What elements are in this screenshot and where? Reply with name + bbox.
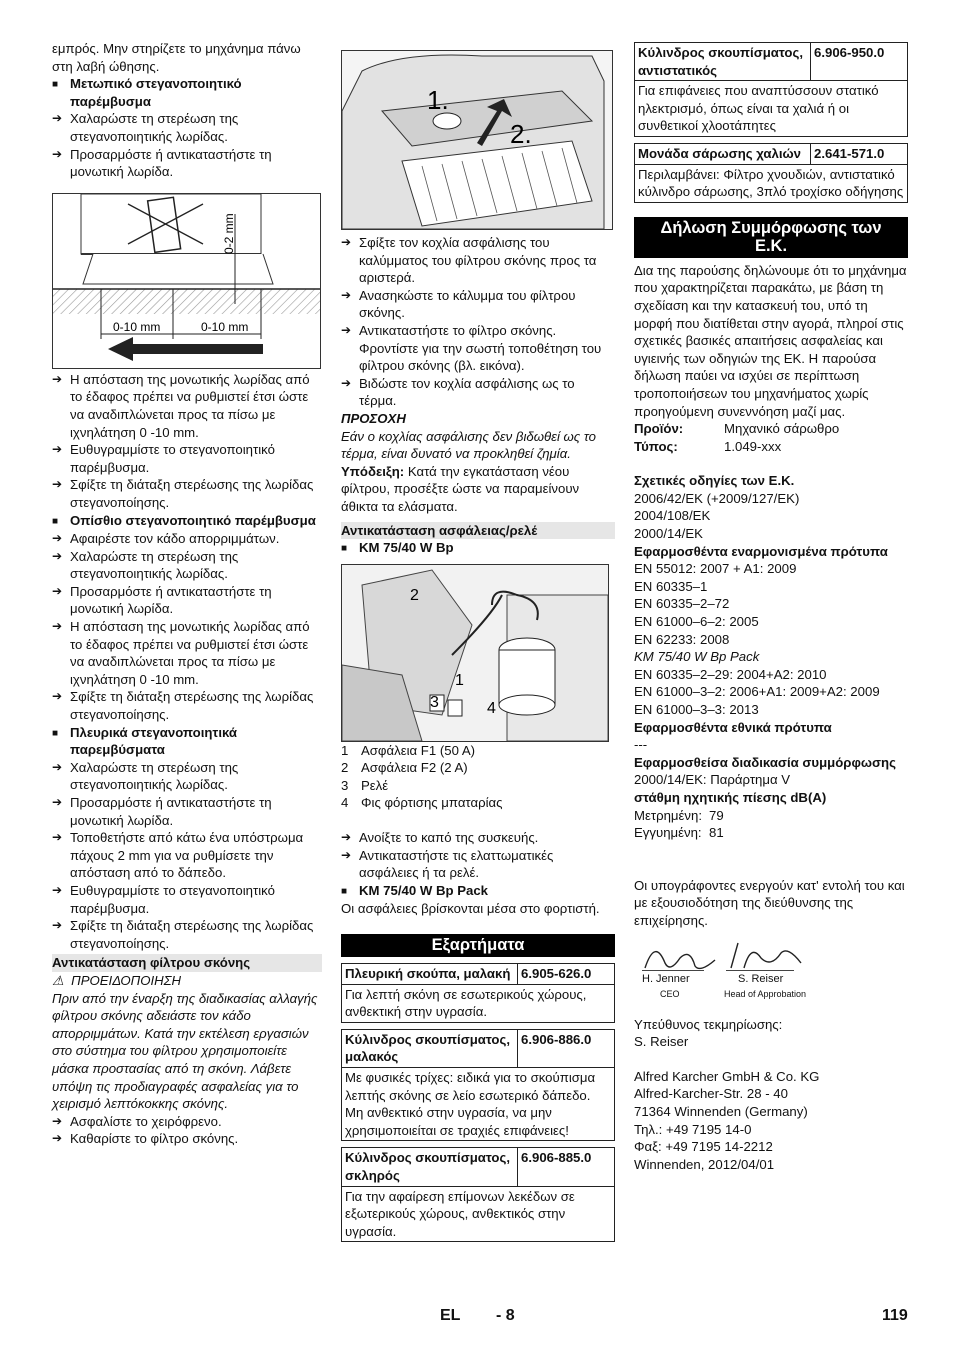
- address-line: Alfred-Karcher-Str. 28 - 40: [634, 1086, 788, 1102]
- directives-heading: Σχετικές οδηγίες των Ε.Κ.: [634, 473, 795, 489]
- square-bullet-icon: ■: [341, 543, 348, 555]
- arrow-right-icon: ➔: [52, 882, 63, 897]
- step: ➔ Η απόσταση της μονωτικής λωρίδας από το έδαφος πρέπει να ρυθμιστεί έτσι ώστε να αναδιπλώνεται προς τα πίσω με ιχνηλάτηση 0 -10 mm.: [52, 619, 310, 687]
- address-line: Φαξ: +49 7195 14-2212: [634, 1139, 773, 1155]
- model-pack-heading: ■ KM 75/40 W Bp Pack: [341, 882, 615, 901]
- step: ➔ Προσαρμόστε ή αντικαταστήστε τη μονωτική λωρίδα.: [52, 583, 272, 617]
- product-row: Προϊόν: Μηχανικό σάρωθρο: [634, 421, 840, 437]
- standard-item: EN 62233: 2008: [634, 631, 730, 647]
- seal-gap-figure: [52, 193, 321, 369]
- signatories-text: Οι υπογράφοντες ενεργούν κατ' εντολή του και με εξουσιοδότηση της διεύθυνσης της επιχείρησης.: [634, 877, 905, 928]
- arrow-right-icon: ➔: [52, 795, 63, 809]
- accessory-table: [341, 1147, 615, 1242]
- callout-2: 2: [410, 586, 419, 604]
- sig2-role: Head of Approbation: [724, 988, 807, 999]
- footer-local-page: - 8: [496, 1307, 515, 1324]
- arrow-right-icon: ➔: [52, 619, 63, 634]
- declaration-text: Δια της παρούσης δηλώνουμε ότι το μηχάνημα που χαρακτηρίζεται παρακάτω, με βάση τη σχεδίαση και την κατασκευή του, υπό τη μορφή που διατίθεται στην αγορά, πληροί στις σχετικές βασικές απαιτήσεις ασφαλείας και υγιεινής των οδηγιών της ΕΚ. Η παρούσα δήλωση παύει να ισχύει σε περίπτωση τροποποιήσεων του μηχανήματος χωρίς προηγούμενη συνεννόηση μαζί μας.: [634, 262, 907, 419]
- step: ➔ Καθαρίστε το φίλτρο σκόνης.: [52, 1131, 239, 1147]
- caution-label: ΠΡΟΣΟΧΗ: [341, 410, 406, 426]
- declaration-heading: Δήλωση Συμμόρφωσης των Ε.Κ.: [634, 217, 908, 258]
- step: ➔ Ευθυγραμμίστε το στεγανοποιητικό παρέμβυσμα.: [52, 442, 275, 475]
- accessory-row-header: Μονάδα σάρωσης χαλιών 2.641-571.0: [635, 143, 908, 164]
- dust-filter-figure: [341, 50, 613, 230]
- step: ➔ Ασφαλίστε το χειρόφρενο.: [52, 1113, 222, 1129]
- arrow-right-icon: ➔: [341, 287, 352, 302]
- accessory-table: [341, 1029, 615, 1142]
- accessory-row-header: Κύλινδρος σκουπίσματος, αντιστατικός 6.906-950.0: [635, 43, 908, 81]
- model-pack-text: Οι ασφάλειες βρίσκονται μέσα στο φορτιστή.: [341, 901, 600, 917]
- directive-item: 2004/108/ΕΚ: [634, 508, 711, 524]
- documentation-name: S. Reiser: [634, 1034, 689, 1050]
- step: ➔ Σφίξτε τη διάταξη στερέωσης της λωρίδας στεγανοποίησης.: [52, 918, 314, 951]
- square-bullet-icon: ■: [341, 885, 348, 897]
- intro-text: εμπρός. Μην στηρίζετε το μηχάνημα πάνω στη λαβή ώθησης.: [52, 41, 301, 74]
- arrow-right-icon: ➔: [52, 689, 63, 704]
- standards-heading: Εφαρμοσθέντα εναρμονισμένα πρότυπα: [634, 543, 888, 559]
- warning-text: Πριν από την έναρξη της διαδικασίας αλλαγής φίλτρου σκόνης αδειάστε τον κάδο απορριμμάτων. Κατά την εκτέλεση εργασιών στο σύστημα του φίλτρου χρησιμοποιείτε μάσκα προστασίας από τη σκόνη. Λάβετε υπόψη τις προδιαγραφές ασφαλείας για το χειρισμό λεπτόκοκκης σκόνης.: [52, 990, 318, 1112]
- step: ➔ Προσαρμόστε ή αντικαταστήστε τη μονωτική λωρίδα.: [52, 795, 272, 828]
- square-bullet-icon: ■: [52, 79, 59, 91]
- fuse-heading: Αντικατάσταση ασφάλειας/ρελέ: [341, 522, 615, 540]
- square-bullet-icon: ■: [52, 727, 59, 739]
- warning-label: ⚠ ΠΡΟΕΙΔΟΠΟΙΗΣΗ: [52, 972, 182, 988]
- step: ➔ Χαλαρώστε τη στερέωση της στεγανοποιητικής λωρίδας.: [52, 111, 239, 144]
- hint-text: Υπόδειξη: Κατά την εγκατάσταση νέου φίλτρου, προσέξτε ώστε να παραμείνουν άθικτα τα ελάσματα.: [341, 463, 580, 514]
- column-middle: [341, 40, 615, 1242]
- arrow-right-icon: ➔: [52, 759, 63, 774]
- documentation-label: Υπεύθυνος τεκμηρίωσης:: [634, 1016, 783, 1032]
- square-bullet-icon: ■: [52, 515, 59, 527]
- accessory-row-header: Κύλινδρος σκουπίσματος, μαλακός 6.906-886.0: [342, 1029, 615, 1067]
- arrow-right-icon: ➔: [52, 548, 63, 563]
- warning-triangle-icon: ⚠: [52, 972, 64, 988]
- step: ➔ Αντικαταστήστε το φίλτρο σκόνης. Φροντίστε για την σωστή τοποθέτηση του φίλτρου σκόνης (βλ. εικόνα).: [341, 322, 602, 374]
- address-line: Τηλ.: +49 7195 14-0: [634, 1121, 752, 1137]
- arrow-right-icon: ➔: [52, 111, 63, 126]
- procedure-heading: Εφαρμοσθείσα διαδικασία συμμόρφωσης: [634, 754, 896, 770]
- accessory-table: [634, 143, 908, 203]
- standard-item: EN 61000–3–3: 2013: [634, 702, 759, 717]
- standard-item: EN 61000–3–2: 2006+A1: 2009+A2: 2009: [634, 684, 880, 700]
- arrow-right-icon: ➔: [52, 830, 63, 845]
- step: ➔ Τοποθετήστε από κάτω ένα υπόστρωμα πάχους 2 mm για να ρυθμίσετε την απόσταση από το δάπεδο.: [52, 830, 304, 881]
- standards-model: KM 75/40 W Bp Pack: [634, 649, 760, 665]
- column-right: [634, 42, 908, 1173]
- arrow-right-icon: ➔: [52, 442, 63, 457]
- legend-item: 3 Ρελέ: [341, 777, 389, 793]
- caution-text: Εάν ο κοχλίας ασφάλισης δεν βιδωθεί ως το τέρμα, είναι δυνατό να προκληθεί ζημία.: [341, 428, 596, 462]
- type-row: Τύπος: 1.049-xxx: [634, 438, 782, 454]
- accessory-row-desc: Για επιφάνειες που αναπτύσσουν στατικό ηλεκτρισμό, όπως είναι τα χαλιά ή οι συνθετικοί χλοοτάπητες: [635, 81, 908, 137]
- arrow-right-icon: ➔: [52, 583, 63, 598]
- arrow-right-icon: ➔: [52, 1131, 63, 1146]
- accessory-row-header: Πλευρική σκούπα, μαλακή 6.905-626.0: [342, 964, 615, 985]
- step: ➔ Αφαιρέστε τον κάδο απορριμμάτων.: [52, 531, 280, 547]
- arrow-right-icon: ➔: [341, 830, 352, 845]
- step: ➔ Βιδώστε τον κοχλία ασφάλισης ως το τέρμα.: [341, 375, 575, 409]
- arrow-right-icon: ➔: [52, 371, 63, 386]
- address-line: Alfred Karcher GmbH & Co. KG: [634, 1068, 820, 1084]
- column-left: [52, 40, 322, 1148]
- footer-language: EL: [440, 1307, 461, 1324]
- accessory-row-desc: Για την αφαίρεση επίμονων λεκέδων σε εξωτερικούς χώρους, ανθεκτικός στην υγρασία.: [342, 1186, 615, 1242]
- national-heading: Εφαρμοσθέντα εθνικά πρότυπα: [634, 719, 832, 735]
- standard-item: EN 60335–2–29: 2004+A2: 2010: [634, 666, 827, 682]
- arrow-right-icon: ➔: [52, 477, 63, 492]
- sound-heading: στάθμη ηχητικής πίεσης dB(A): [634, 789, 827, 805]
- accessory-row-desc: Για λεπτή σκόνη σε εσωτερικούς χώρους, ανθεκτική στην υγρασία.: [342, 984, 615, 1022]
- step: ➔ Ευθυγραμμίστε το στεγανοποιητικό παρέμβυσμα.: [52, 882, 275, 916]
- arrow-right-icon: ➔: [52, 146, 63, 161]
- step: ➔ Σφίξτε τη διάταξη στερέωσης της λωρίδας στεγανοποίησης.: [52, 689, 314, 723]
- step: ➔ Ανοίξτε το καπό της συσκευής.: [341, 830, 539, 846]
- arrow-right-icon: ➔: [341, 375, 352, 390]
- model-heading: ■ KM 75/40 W Bp: [341, 539, 615, 558]
- step-two-label: 2.: [510, 119, 532, 149]
- signatures: [634, 938, 908, 1016]
- sig1-name: H. Jenner: [642, 972, 690, 985]
- standard-item: EN 55012: 2007 + A1: 2009: [634, 561, 797, 577]
- step: ➔ Χαλαρώστε τη στερέωση της στεγανοποιητικής λωρίδας.: [52, 759, 239, 793]
- directive-item: 2006/42/ΕΚ (+2009/127/ΕΚ): [634, 490, 800, 506]
- standard-item: EN 60335–1: [634, 578, 708, 594]
- gap-right-label: 0-10 mm: [201, 319, 249, 334]
- sig2-name: S. Reiser: [738, 972, 784, 985]
- dust-filter-heading: Αντικατάσταση φίλτρου σκόνης: [52, 954, 322, 972]
- procedure-value: 2000/14/ΕΚ: Παράρτημα V: [634, 772, 791, 788]
- arrow-right-icon: ➔: [52, 918, 63, 933]
- legend-item: 1 Ασφάλεια F1 (50 A): [341, 742, 476, 758]
- arrow-right-icon: ➔: [52, 531, 63, 546]
- accessory-row-desc: Περιλαμβάνει: Φίλτρο χνουδιών, αντιστατικό κύλινδρο σάρωσης, 3πλό τροχίσκο οδήγησης: [635, 164, 908, 202]
- side-seal-heading: ■ Πλευρικά στεγανοποιητικά παρεμβύσματα: [52, 724, 238, 758]
- front-seal-heading: ■ Μετωπικό στεγανοποιητικό παρέμβυσμα: [52, 76, 242, 109]
- legend-item: 2 Ασφάλεια F2 (2 A): [341, 760, 468, 776]
- fuse-figure: [341, 564, 609, 742]
- gap-left-label: 0-10 mm: [113, 319, 161, 334]
- step: ➔ Σφίξτε τον κοχλία ασφάλισης του καλύμματος του φίλτρου σκόνης προς τα αριστερά.: [341, 235, 597, 286]
- callout-4: 4: [487, 699, 496, 717]
- accessories-heading: Εξαρτήματα: [341, 934, 615, 957]
- arrow-right-icon: ➔: [52, 1113, 63, 1128]
- gap-vertical-label: 0-2 mm: [222, 213, 236, 254]
- step: ➔ Προσαρμόστε ή αντικαταστήστε τη μονωτική λωρίδα.: [52, 146, 272, 180]
- footer-page-number: 119: [882, 1307, 908, 1324]
- accessory-table: [341, 963, 615, 1023]
- arrow-right-icon: ➔: [341, 847, 352, 862]
- step: ➔ Σφίξτε τη διάταξη στερέωσης της λωρίδας στεγανοποίησης.: [52, 477, 314, 510]
- accessory-table: [634, 42, 908, 137]
- legend-item: 4 Φις φόρτισης μπαταρίας: [341, 795, 503, 811]
- arrow-right-icon: ➔: [341, 235, 352, 249]
- accessory-row-header: Κύλινδρος σκουπίσματος, σκληρός 6.906-885.0: [342, 1148, 615, 1186]
- step: ➔ Η απόσταση της μονωτικής λωρίδας από το έδαφος πρέπει να ρυθμιστεί έτσι ώστε να αναδιπλώνεται προς τα πίσω με ιχνηλάτηση 0 -10 mm.: [52, 371, 310, 440]
- rear-seal-heading: ■ Οπίσθιο στεγανοποιητικό παρέμβυσμα: [52, 512, 322, 531]
- address-line: 71364 Winnenden (Germany): [634, 1103, 808, 1119]
- standard-item: EN 60335–2–72: [634, 596, 730, 612]
- step-one-label: 1.: [427, 85, 449, 115]
- directive-item: 2000/14/ΕΚ: [634, 526, 703, 542]
- callout-3: 3: [430, 693, 439, 711]
- arrow-right-icon: ➔: [341, 322, 352, 337]
- step: ➔ Ανασηκώστε το κάλυμμα του φίλτρου σκόνης.: [341, 287, 576, 321]
- step: ➔ Αντικαταστήστε τις ελαττωματικές ασφάλειες ή τα ρελέ.: [341, 847, 554, 881]
- national-value: ---: [634, 737, 648, 753]
- standard-item: EN 61000–6–2: 2005: [634, 614, 759, 630]
- accessory-row-desc: Με φυσικές τρίχες: ειδικά για το σκούπισμα λεπτής σκόνης σε λείο εσωτερικό δάπεδο. Μη ανθεκτικό στην υγρασία, να μην χρησιμοποιείται σε τραχιές επιφάνειες!: [342, 1068, 615, 1141]
- step: ➔ Χαλαρώστε τη στερέωση της στεγανοποιητικής λωρίδας.: [52, 548, 239, 582]
- sig1-role: CEO: [660, 988, 680, 999]
- address-line: Winnenden, 2012/04/01: [634, 1156, 775, 1172]
- guaranteed-row: Εγγυημένη: 81: [634, 825, 724, 841]
- callout-1: 1: [455, 671, 464, 689]
- measured-row: Μετρημένη: 79: [634, 807, 724, 823]
